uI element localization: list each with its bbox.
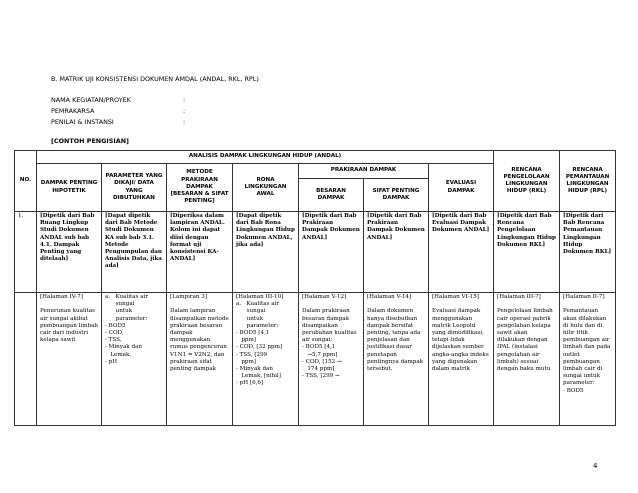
table-cell (560, 293, 616, 426)
cell-line: Pengelolaan limbah cair operasi pabrik pengolahan kelapa sawit akan dilakukan dengan IPAL (instalasi pengolahan air limbah) sesuai dengan baku mutu (497, 308, 553, 373)
cell-line: - pH [6,6] (236, 380, 264, 387)
header-evaluasi: EVALUASI DAMPAK (429, 164, 494, 212)
cell-line: parameter: (236, 322, 279, 329)
table-cell (233, 293, 299, 426)
table-cell (167, 293, 233, 426)
cell-line: - TSS, [299 → (302, 373, 340, 380)
table-cell: [Dipetik dari Bab Prakiraan Dampak Dokumen ANDAL] (299, 212, 364, 293)
cell-line: Penurunan kualitas air sungai akibat pembuangan limbah cair dari industri kelapa sawit (40, 308, 99, 344)
cell-line (170, 301, 229, 308)
header-metode: METODE PRAKIRAAN DAMPAK [BESARAN & SIFAT PENTING] (167, 164, 233, 212)
cell-line: untuk (105, 308, 133, 315)
header-parameter: PARAMETER YANG DIKAJI/ DATA YANG DIBUTUHKAN (102, 164, 167, 212)
section-title: B. MATRIK UJI KONSISTENSI DOKUMEN AMDAL (ANDAL, RKL, RPL) (51, 75, 259, 83)
cell-line: ppm] (236, 337, 256, 344)
table-cell: [Dapat dipetik dari Bab Metode Studi Dokumen KA sub bab 3.1. Metode Pengumpulan dan Analisis Data, jika ada] (102, 212, 167, 293)
cell-line (302, 301, 360, 308)
cell-line: - BOD5 [4,1 (236, 330, 270, 337)
cell-line: [Halaman VI-15] (432, 294, 479, 300)
info-row-penilai (51, 117, 185, 128)
info-colon: : (183, 107, 186, 115)
header-prakiraan: PRAKIRAAN DAMPAK (299, 164, 429, 179)
cell-line: - COD, [32 ppm] (236, 344, 283, 351)
cell-line: 174 ppm] (302, 366, 335, 373)
header-rkl: RENCANA PENGELOLAAN LINGKUNGAN HIDUP (RKL) (494, 151, 560, 212)
info-label: PEMRAKARSA (51, 107, 95, 115)
cell-line: sungai (236, 308, 266, 315)
cell-line: Lemak, (105, 351, 132, 358)
cell-line: Dalam lampiran disampaikan metode prakiraan besaran dampak menggunakan rumus pengenceran V1N1 = V2N2, dan prakiraan sifat penting dampak (170, 308, 229, 373)
header-besaran: BESARAN DAMPAK (299, 179, 364, 212)
cell-line (367, 301, 425, 308)
consistency-matrix-table (14, 150, 616, 426)
header-row-1 (15, 151, 616, 164)
header-sifat: SIFAT PENTING DAMPAK (364, 179, 429, 212)
table-cell (15, 293, 37, 426)
cell-line: [Halaman V-12] (302, 294, 347, 300)
cell-line: - BOD5 (105, 322, 126, 329)
cell-line: - TSS, (105, 337, 122, 344)
info-colon: : (183, 96, 186, 104)
cell-line: [Halaman II-7] (563, 294, 605, 300)
cell-line: - COD, [152 → (302, 358, 342, 365)
cell-line: a. Kualitas air (105, 294, 149, 300)
cell-line: Dalam prakiraan besaran dampak disampaikan perubahan kualitas air sungai: (302, 308, 359, 344)
cell-line: - COD, (105, 330, 124, 337)
cell-line: Evaluasi dampak menggunakan matrik Leopold yang dimodifikasi, tetapi tidak dijelaskan sumber angka-angka indeks yang digunakan dalam matrik (432, 308, 489, 373)
table-cell (494, 293, 560, 426)
table-cell (102, 293, 167, 426)
cell-line: Pemantauan akan dilakukan di hulu dan di hilir titik pembuangan air limbah dan pada outlet pembuangan limbah cair di sungai untuk parameter: (563, 308, 611, 387)
page-number: 4 (593, 462, 598, 470)
cell-line (563, 301, 612, 308)
cell-line (497, 301, 556, 308)
info-row-pemrakarsa (51, 106, 185, 117)
cell-line: - pH (105, 358, 118, 365)
table-cell: [Dapat dipetik dari Bab Rona Lingkungan Hidup Dokumen ANDAL, jika ada] (233, 212, 299, 293)
project-info (51, 95, 185, 128)
cell-line: →5,7 ppm] (302, 351, 338, 358)
table-cell: [Dipetik dari Bab Ruang Lingkup Studi Dokumen ANDAL sub bab 4.1. Dampak Penting yang ditelaah] (37, 212, 102, 293)
table-row (15, 293, 616, 426)
info-label: NAMA KEGIATAN/PROYEK (51, 96, 131, 104)
cell-line: - BOD5 (563, 387, 584, 394)
table-row (15, 212, 616, 293)
cell-line: [Lampiran 3] (170, 294, 208, 300)
table-cell (299, 293, 364, 426)
cell-line: a. Kualitas air (236, 301, 280, 308)
row-number: 1. (15, 212, 37, 293)
cell-line: sungai (105, 301, 135, 308)
cell-line: [Halaman III-7] (497, 294, 541, 300)
info-row-kegiatan (51, 95, 185, 106)
table-cell: [Dipetik dari Bab Rencana Pemantauan Lingkungan Hidup Dokumen RKL] (560, 212, 616, 293)
info-colon: : (183, 118, 186, 126)
table-cell (364, 293, 429, 426)
cell-line: untuk (236, 315, 264, 322)
header-no: NO. (15, 151, 37, 212)
example-label: [CONTOH PENGISIAN] (51, 137, 129, 145)
cell-line: Dalam dokumen hanya disebutkan dampak bersifat penting, tanpa ada penjelasan dan justifikasi dasar penetapan pentingnya dampak tersebut. (367, 308, 424, 373)
header-rpl: RENCANA PEMANTAUAN LINGKUNGAN HIDUP (RPL) (560, 151, 616, 212)
table-cell: [Dipetik dari Bab Rencana Pengelolaan Lingkungan Hidup Dokumen RKL] (494, 212, 560, 293)
info-label: PENILAI & INSTANSI (51, 118, 114, 126)
cell-line: [Halaman V-14] (367, 294, 412, 300)
cell-line: - TSS, [299 (236, 351, 268, 358)
cell-line (40, 301, 98, 308)
header-analisis: ANALISIS DAMPAK LINGKUNGAN HIDUP (ANDAL) (37, 151, 494, 164)
cell-line: parameter: (105, 315, 148, 322)
cell-line: - Minyak dan (236, 366, 273, 373)
table-cell (37, 293, 102, 426)
cell-line: Lemak, [nihil] (236, 373, 281, 380)
table-cell: [Diperiksa dalam lampiran ANDAL. Kolom ini dapat diisi dengan format uji konsistensi KA-ANDAL] (167, 212, 233, 293)
header-dampak-penting: DAMPAK PENTING HIPOTETIK (37, 164, 102, 212)
cell-line: - Minyak dan (105, 344, 142, 351)
table-cell (429, 293, 494, 426)
cell-line: [Halaman III-10] (236, 294, 284, 300)
cell-line: ppm] (236, 358, 256, 365)
cell-line: [Halaman IV-7] (40, 294, 83, 300)
header-rona: RONA LINGKUNGAN AWAL (233, 164, 299, 212)
table-cell: [Dipetik dari Bab Prakiraan Dampak Dokumen ANDAL] (364, 212, 429, 293)
cell-line (432, 301, 490, 308)
table-cell: [Dipetik dari Bab Evaluasi Dampak Dokumen ANDAL] (429, 212, 494, 293)
cell-line: - BOD5 [4,1 (302, 344, 336, 351)
